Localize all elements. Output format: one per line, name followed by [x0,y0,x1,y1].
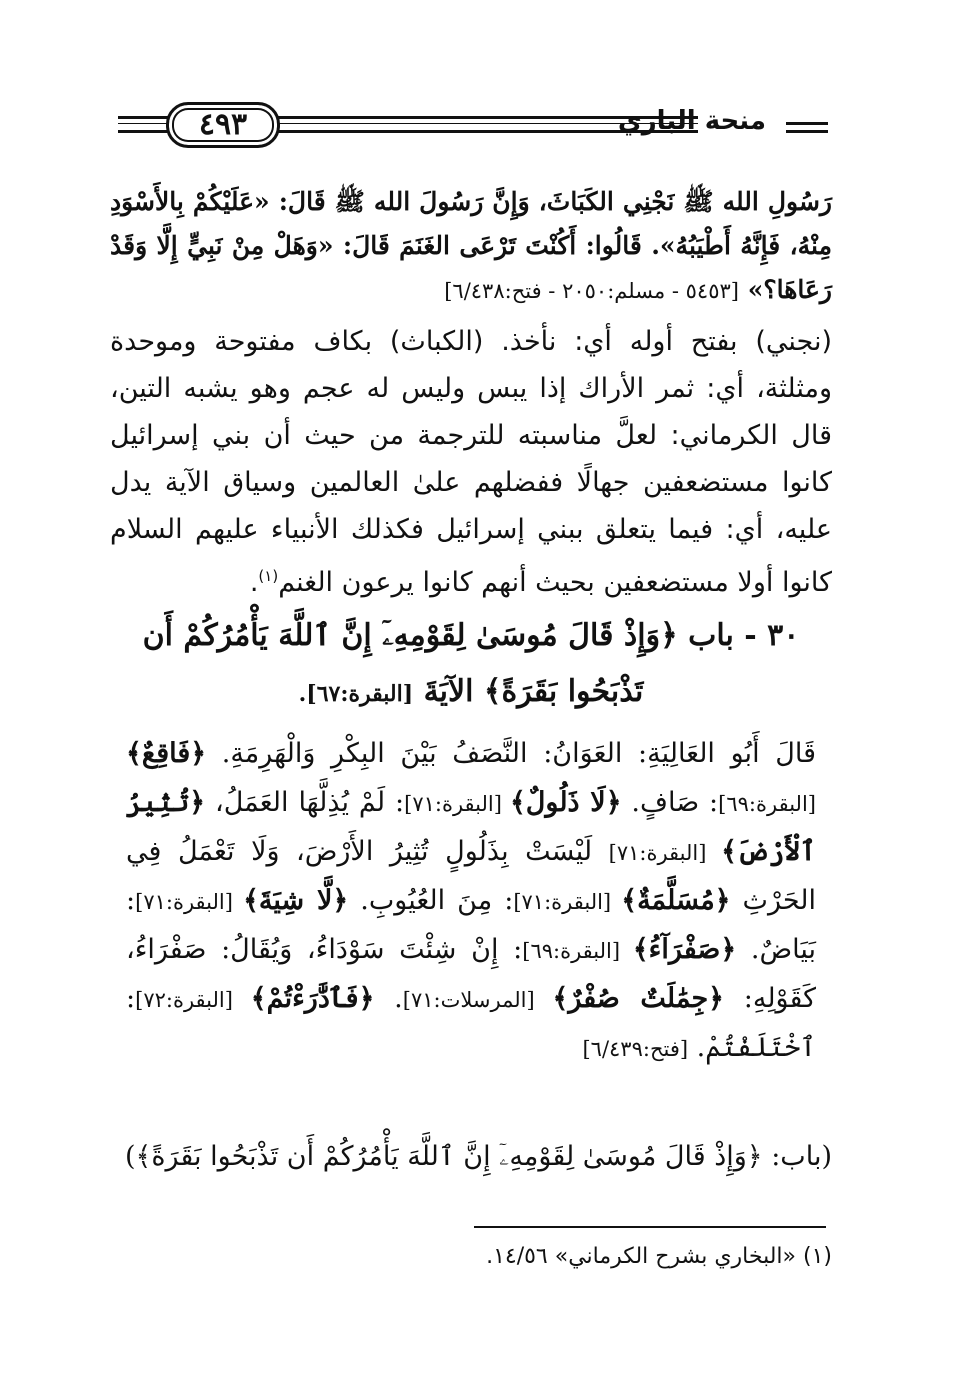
chapter-heading [110,608,832,722]
quote-text: : لَمْ يُذِلَّهَا العَمَلُ، [205,787,405,818]
quote-text: : مِنَ العُيُوبِ. [348,885,514,916]
quote-text: : إِنْ شِئْتَ سَوْدَاءُ، وَيُقَالُ: صَفْرَاءُ، كَقَوْلِهِ: [126,934,817,1014]
quote-text: قَالَ أَبُو العَالِيَةِ: العَوَانُ: النَّصَفُ بَيْنَ البِكْرِ وَالْهَرِمَةِ. [206,738,816,769]
quote-text: : بَيَاضٌ. [126,885,816,965]
quote-text: . [374,983,403,1014]
bab-line: (باب: ﴿وَإِذْ قَالَ مُوسَىٰ لِقَوْمِهِۦٓ إِنَّ ٱللَّهَ يَأْمُرُكُمْ أَن تَذْبَحُوا بَقَرَةً﴾) [124,1141,832,1172]
running-title: منحة الباري [617,106,766,136]
quran-word: ﴿لَّا شِيَةَ﴾ [243,885,349,916]
hadith-body: رَسُولِ الله ﷺ نَجْنِي الكَبَاثَ، وَإِنَّ رَسُولَ الله ﷺ قَالَ: «عَلَيْكُمْ بِالأَسْوَدِ مِنْهُ، فَإِنَّهُ أَطْيَبُهُ». قَالُوا: أَكُنْتَ تَرْعَى الغَنَمَ قَالَ: «وَهَلْ مِنْ نَبِيٍّ إِلَّا وَقَدْ رَعَاهَا؟» [110,187,832,304]
page-number: ٤٩٣ [166,102,280,148]
quote-text: : ٱخْتَلَفْتُمْ. [126,983,816,1063]
commentary-text: (نجني) بفتح أوله أي: نأخذ. (الكباث) بكاف مفتوحة وموحدة ومثلثة، أي: ثمر الأراك إذا يبس وليس له عجم وهو يشبه التين، قال الكرماني: لعلَّ مناسبته للترجمة من حيث أن بني إسرائيل كانوا مستضعفين جهالًا ففضلهم علىٰ العالمين وسياق الآية يدل عليه، أي: فيما يتعلق ببني إسرائيل فكذلك الأنبياء عليهم السلام كانوا أولا مستضعفين بحيث أنهم كانوا يرعون الغنم [110,326,832,598]
page-header [118,96,828,152]
hadith-text [110,180,832,313]
commentary-paragraph [110,318,832,606]
header-rule [786,122,828,125]
footnote: (١) «البخاري بشرح الكرماني» ١٤/٥٦. [486,1244,832,1269]
quran-word: ﴿تُثِيرُ ٱلْأَرْضَ﴾ [126,787,816,867]
footnote-marker: (١) [258,567,279,585]
footnote-separator [474,1226,826,1228]
verse-reference: [البقرة:٧١] [513,890,622,914]
verse-reference: [البقرة:٦٩] [718,792,816,816]
tafsir-quote [126,730,816,1073]
commentary-end: . [249,567,259,598]
verse-reference: [المرسلات:٧١] [402,988,553,1012]
verse-reference: [البقرة:٧١] [404,792,510,816]
quran-word: ﴿مُسَلَّمَةٌ﴾ [621,885,731,916]
quran-word: ﴿جِمَٰلَتٌ صُفْرٌ﴾ [552,983,724,1014]
verse-reference: [البقرة:٦٩] [522,939,633,963]
hadith-reference: [٥٤٥٣ - مسلم:٢٠٥٠ - فتح:٦/٤٣٨] [444,279,739,303]
verse-reference: [البقرة:٧٢] [135,988,251,1012]
verse-reference: [البقرة:٧١] [135,890,244,914]
verse-reference: [البقرة:٧١] [608,841,722,865]
header-rule [786,130,828,133]
quran-word: ﴿فَٱدَّٰرَءْتُمْ﴾ [250,983,375,1014]
quote-text: لَيْسَتْ بِذَلُولٍ تُثِيرُ الأَرْضَ، وَلَا تَعْمَلُ فِي الحَرْثِ [126,836,816,916]
quran-word: ﴿صَفْرَآءُ﴾ [632,934,737,965]
quran-word: ﴿فَاقِعٌ﴾ [126,738,207,769]
quran-word: ﴿لَا ذَلُولٌ﴾ [509,787,622,818]
chapter-reference: [البقرة:٦٧]. [298,681,414,707]
verse-reference: [فتح:٦/٤٣٩] [582,1037,689,1061]
quote-text: : صَافٍ. [621,787,719,818]
chapter-title: ٣٠ - باب ﴿وَإِذْ قَالَ مُوسَىٰ لِقَوْمِهِۦٓ إِنَّ ٱللَّهَ يَأْمُرُكُمْ أَن تَذْبَحُوا بَقَرَةً﴾ الآيَةَ [142,618,800,709]
